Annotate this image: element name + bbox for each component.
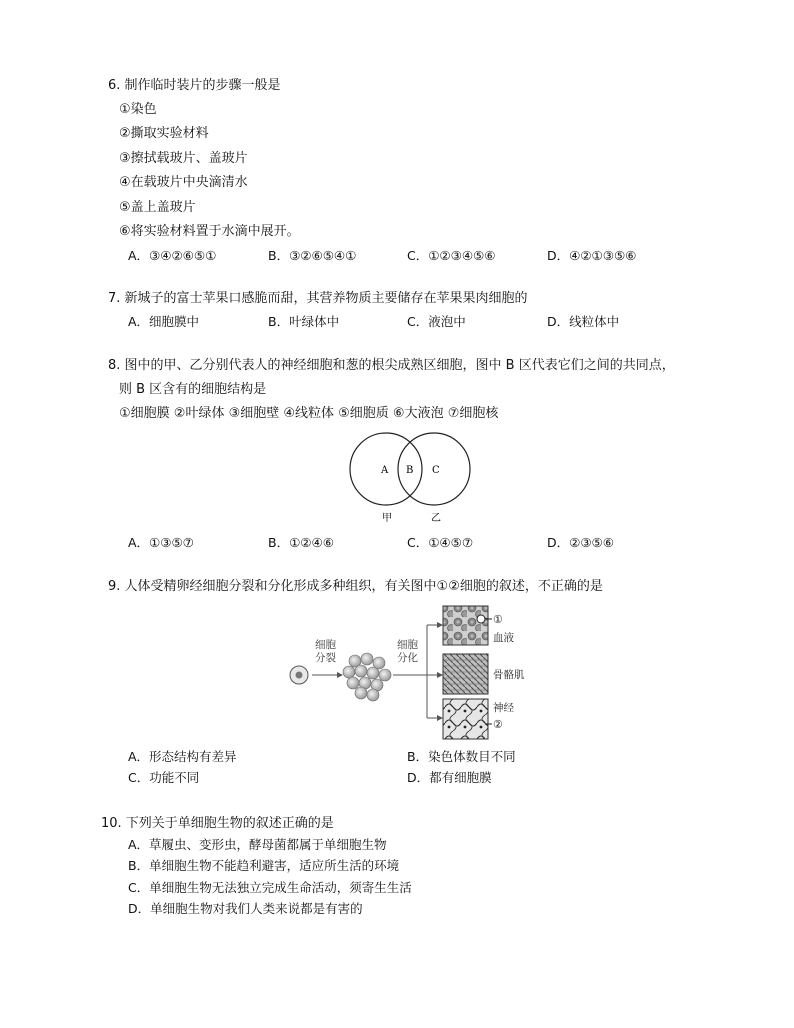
q6-option-a: A．③④②⑥⑤① — [128, 248, 217, 263]
q10-option-a: A．草履虫、变形虫，酵母菌都属于单细胞生物 — [128, 837, 387, 852]
q8-structures: ①细胞膜 ②叶绿体 ③细胞壁 ④线粒体 ⑤细胞质 ⑥大液泡 ⑦细胞核 — [119, 406, 499, 421]
blood-tissue-image — [443, 606, 488, 645]
venn-name-left: 甲 — [382, 513, 392, 524]
venn-label-c: C — [432, 465, 440, 476]
venn-label-b: B — [406, 465, 414, 476]
q7-option-c: C．液泡中 — [407, 314, 466, 329]
q6-step-4: ④在载玻片中央滴清水 — [119, 175, 248, 190]
nerve-cell-marker: ② — [493, 718, 503, 731]
venn-diagram — [340, 430, 480, 525]
q6-step-1: ①染色 — [119, 102, 157, 117]
q6-stem: 6. 制作临时装片的步骤一般是 — [108, 78, 281, 93]
q7-option-b: B．叶绿体中 — [268, 314, 340, 329]
cell-differentiation-diagram — [285, 603, 530, 743]
q9-option-c: C．功能不同 — [128, 770, 200, 785]
q8-option-c: C．①④⑤⑦ — [407, 535, 474, 550]
q7-option-a: A．细胞膜中 — [128, 314, 200, 329]
q9-option-a: A．形态结构有差异 — [128, 749, 237, 764]
q6-step-5: ⑤盖上盖玻片 — [119, 200, 196, 215]
q10-option-b: B．单细胞生物不能趋利避害，适应所生活的环境 — [128, 858, 400, 873]
nerve-label: 神经 — [493, 702, 514, 714]
q8-option-b: B．①②④⑥ — [268, 535, 334, 550]
zygote — [290, 666, 308, 684]
q7-option-d: D．线粒体中 — [547, 314, 620, 329]
venn-name-right: 乙 — [431, 513, 441, 524]
cell-mass — [343, 653, 391, 701]
q6-option-b: B．③②⑥⑤④① — [268, 248, 357, 263]
q10-option-d: D．单细胞生物对我们人类来说都是有害的 — [128, 901, 363, 916]
nerve-tissue-image — [443, 699, 488, 739]
q9-option-d: D．都有细胞膜 — [407, 770, 492, 785]
q10-stem: 10. 下列关于单细胞生物的叙述正确的是 — [101, 816, 334, 831]
q8-stem-line1: 8. 图中的甲、乙分别代表人的神经细胞和葱的根尖成熟区细胞，图中 B 区代表它们之间的共同点， — [108, 358, 675, 373]
q8-option-d: D．②③⑤⑥ — [547, 535, 614, 550]
q8-stem-line2: 则 B 区含有的细胞结构是 — [119, 382, 267, 397]
q8-option-a: A．①③⑤⑦ — [128, 535, 194, 550]
muscle-label: 骨骼肌 — [493, 669, 525, 681]
q9-stem: 9. 人体受精卵经细胞分裂和分化形成多种组织，有关图中①②细胞的叙述，不正确的是 — [108, 579, 603, 594]
q7-stem: 7. 新城子的富士苹果口感脆而甜，其营养物质主要储存在苹果果肉细胞的 — [108, 291, 528, 306]
blood-label: 血液 — [493, 632, 514, 644]
q6-option-d: D．④②①③⑤⑥ — [547, 248, 637, 263]
q6-step-3: ③擦拭载玻片、盖玻片 — [119, 151, 248, 166]
differentiation-label-line2: 分化 — [397, 652, 418, 664]
muscle-tissue-image — [443, 654, 488, 694]
q9-option-b: B．染色体数目不同 — [407, 749, 516, 764]
blood-cell-marker: ① — [493, 613, 503, 626]
venn-label-a: A — [381, 465, 389, 476]
division-label-line2: 分裂 — [315, 652, 336, 664]
division-label-line1: 细胞 — [315, 639, 336, 651]
q6-step-6: ⑥将实验材料置于水滴中展开。 — [119, 224, 300, 239]
division-arrowhead — [337, 672, 343, 678]
q6-option-c: C．①②③④⑤⑥ — [407, 248, 496, 263]
q6-step-2: ②撕取实验材料 — [119, 126, 209, 141]
q10-option-c: C．单细胞生物无法独立完成生命活动，须寄生生活 — [128, 880, 412, 895]
differentiation-label-line1: 细胞 — [397, 639, 418, 651]
